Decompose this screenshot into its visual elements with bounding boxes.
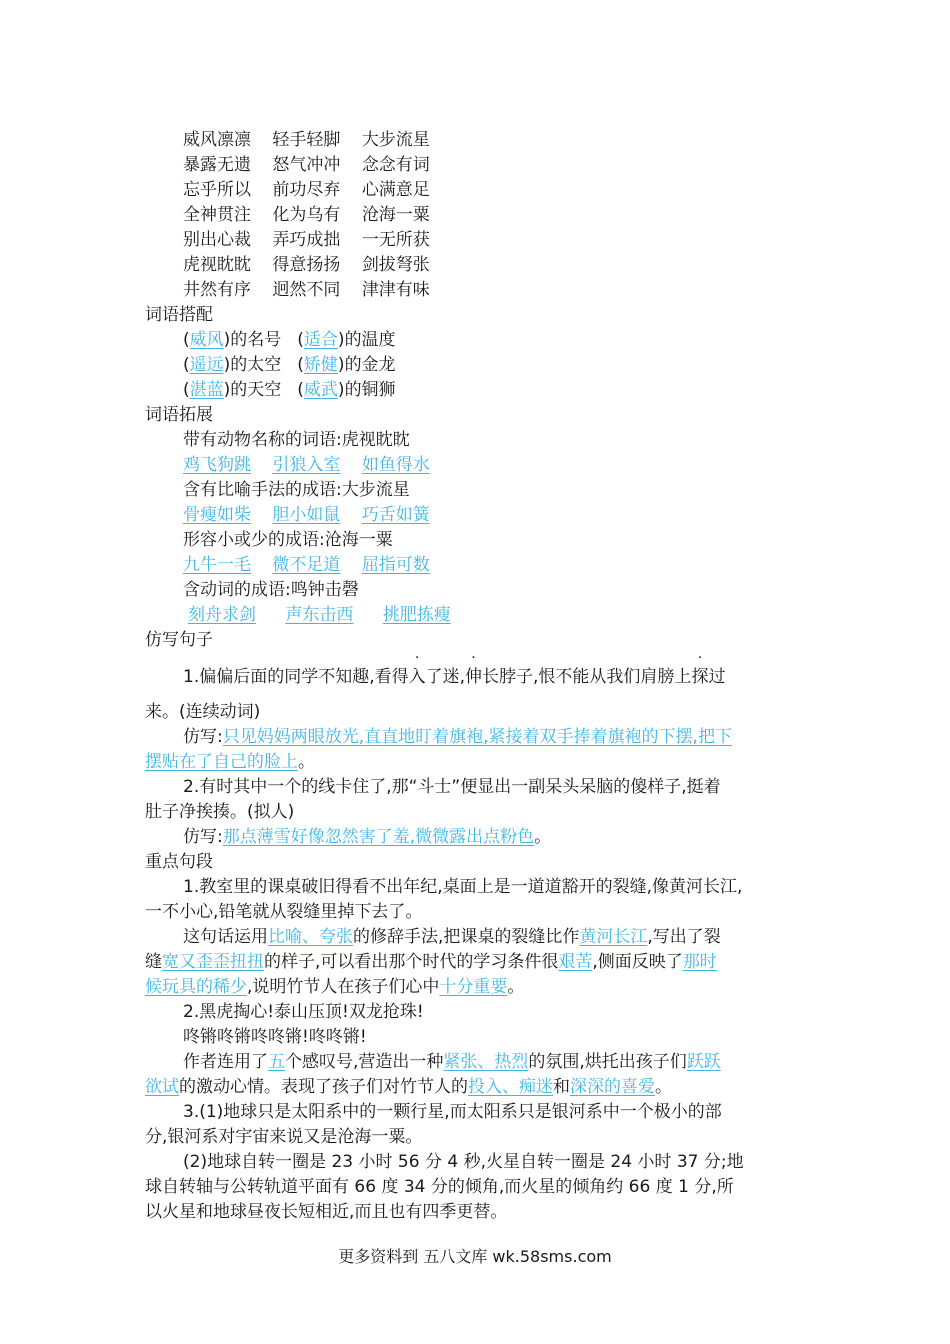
key-para-4-cont2: 以火星和地球昼夜长短相近,而且也有四季更替。 [145, 1202, 508, 1222]
imitate-1-cont [145, 750, 315, 774]
emphasis-text: 伸 [465, 667, 483, 687]
key-para-3: 3.(1)地球只是太阳系中的一颗行星,而太阳系只是银河系中一个极小的部 [183, 1102, 722, 1122]
analysis-text: 和 [553, 1077, 570, 1097]
idiom-row [183, 253, 430, 277]
matching-text: 的金龙 [344, 355, 396, 375]
idiom: 弄巧成拙 [272, 230, 341, 250]
section-heading-imitate: 仿写句子 [145, 630, 213, 650]
idiom: 大步流星 [361, 130, 430, 150]
imitate-label: 仿写: [183, 727, 223, 747]
imitate-label: 仿写: [183, 827, 223, 847]
key-para-4-cont: 球自转轴与公转轨道平面有 66 度 34 分的倾角,而火星的倾角约 66 度 1 分,所 [145, 1177, 734, 1197]
idiom: 威风凛凛 [183, 130, 251, 150]
idiom: 剑拔弩张 [361, 255, 430, 275]
idiom: 前功尽弃 [272, 180, 341, 200]
extend-answers [183, 453, 430, 477]
matching-text: 的天空 [230, 380, 282, 400]
answer: 深深的喜爱 [570, 1077, 655, 1097]
extend-answers [188, 603, 451, 627]
key-para-4: (2)地球自转一圈是 23 小时 56 分 4 秒,火星自转一圈是 24 小时 37 分;地 [183, 1152, 744, 1172]
extend-prompt: 带有动物名称的词语:虎视眈眈 [183, 430, 410, 450]
matching-text: 的温度 [344, 330, 396, 350]
answer: 比喻、夸张 [268, 927, 353, 947]
sentence-text: 1.偏偏后面的同学不知趣,看得 [183, 667, 409, 687]
answer: 声东击西 [285, 605, 354, 625]
answer: 胆小如鼠 [272, 505, 341, 525]
extend-prompt: 含有比喻手法的成语:大步流星 [183, 480, 410, 500]
answer: 投入、痴迷 [468, 1077, 553, 1097]
answer: 鸡飞狗跳 [183, 455, 251, 475]
answer: 湛蓝 [189, 380, 224, 400]
sentence-2: 2.有时其中一个的线卡住了,那“斗士”便显出一副呆头呆脑的傻样子,挺着 [183, 777, 721, 797]
answer: 九牛一毛 [183, 555, 251, 575]
idiom: 虎视眈眈 [183, 255, 251, 275]
emphasis-text: 探 [691, 667, 709, 687]
analysis-text: 个感叹号,营造出一种 [285, 1052, 444, 1072]
analysis-text: 缝 [145, 952, 162, 972]
section-heading-matching: 词语搭配 [145, 305, 213, 325]
answer: 候玩具的稀少 [145, 977, 247, 997]
answer: 那点薄雪好像忽然害了羞,微微露出点粉色 [222, 827, 535, 847]
idiom: 暴露无遗 [183, 155, 251, 175]
emphasis-char: · 入 [408, 650, 426, 687]
answer: 威风 [189, 330, 224, 350]
idiom-row [183, 203, 430, 227]
punct: 。 [534, 827, 552, 847]
imitate-2 [183, 825, 551, 849]
analysis-1 [183, 925, 721, 949]
matching-row: (威风)的名号 (适合)的温度 [183, 330, 396, 350]
answer: 紧张、热烈 [443, 1052, 529, 1072]
matching-row: (遥远)的太空 (矫健)的金龙 [183, 355, 396, 375]
analysis-text: 。 [655, 1077, 672, 1097]
analysis-text: 的氛围,烘托出孩子们 [528, 1052, 687, 1072]
extend-answers [183, 503, 430, 527]
analysis-text: ,侧面反映了 [592, 952, 683, 972]
answer: 微不足道 [272, 555, 341, 575]
key-para-1-cont: 一不小心,铅笔就从裂缝里掉下去了。 [145, 902, 423, 922]
extend-prompt: 含动词的成语:鸣钟击磬 [183, 580, 359, 600]
answer: 挑肥拣瘦 [382, 605, 451, 625]
idiom-row [183, 228, 430, 252]
section-heading-extend: 词语拓展 [145, 405, 213, 425]
idiom: 迥然不同 [272, 280, 341, 300]
analysis-1-cont2 [145, 975, 524, 999]
key-para-1: 1.教室里的课桌破旧得看不出年纪,桌面上是一道道豁开的裂缝,像黄河长江, [183, 877, 743, 897]
answer: 摆贴在了自己的脸上 [145, 752, 298, 772]
emphasis-char: · 伸 [465, 650, 483, 687]
idiom: 化为乌有 [272, 205, 341, 225]
idiom-row [183, 178, 430, 202]
idiom: 得意扬扬 [272, 255, 341, 275]
sentence-text: 长脖子,恨不能从我们肩膀上 [482, 667, 692, 687]
answer: 欲试 [145, 1077, 179, 1097]
emphasis-char: · 探 [691, 650, 709, 687]
key-para-2-cont: 咚锵咚锵咚咚锵!咚咚锵! [183, 1027, 367, 1047]
extend-prompt: 形容小或少的成语:沧海一粟 [183, 530, 393, 550]
analysis-text: 的样子,可以看出那个时代的学习条件很 [264, 952, 559, 972]
answer: 只见妈妈两眼放光,直直地盯着旗袍,紧接着双手捧着旗袍的下摆,把下 [222, 727, 732, 747]
matching-text: 的太空 [230, 355, 282, 375]
section-heading-key: 重点句段 [145, 852, 213, 872]
idiom: 怒气冲冲 [272, 155, 341, 175]
idiom-row [183, 153, 430, 177]
answer: 巧舌如簧 [361, 505, 430, 525]
answer: 那时 [682, 952, 717, 972]
punct: 。 [298, 752, 315, 772]
idiom: 一无所获 [361, 230, 430, 250]
sentence-2-cont: 肚子净挨揍。(拟人) [145, 802, 295, 822]
analysis-text: 作者连用了 [183, 1052, 268, 1072]
answer: 黄河长江 [579, 927, 648, 947]
key-para-2: 2.黑虎掏心!泰山压顶!双龙抢珠! [183, 1002, 424, 1022]
idiom: 沧海一粟 [361, 205, 430, 225]
emphasis-text: 入 [408, 667, 426, 687]
idiom: 别出心裁 [183, 230, 251, 250]
analysis-1-cont [145, 950, 717, 974]
idiom: 忘乎所以 [183, 180, 251, 200]
answer: 屈指可数 [361, 555, 430, 575]
analysis-text: 的修辞手法,把课桌的裂缝比作 [353, 927, 580, 947]
answer: 遥远 [189, 355, 224, 375]
answer: 引狼入室 [272, 455, 341, 475]
analysis-text: 的激动心情。表现了孩子们对竹节人的 [179, 1077, 468, 1097]
answer: 刻舟求剑 [188, 605, 256, 625]
answer: 适合 [303, 330, 338, 350]
extend-answers [183, 553, 430, 577]
answer: 五 [268, 1052, 285, 1072]
analysis-2-cont [145, 1075, 672, 1099]
idiom: 心满意足 [361, 180, 430, 200]
page-footer: 更多资料到 五八文库 wk.58sms.com [338, 1247, 612, 1266]
idiom-row [183, 128, 430, 152]
answer: 骨瘦如柴 [183, 505, 251, 525]
idiom: 井然有序 [183, 280, 251, 300]
answer: 威武 [303, 380, 338, 400]
sentence-1-cont: 来。(连续动词) [145, 702, 261, 722]
matching-text: 的名号 [230, 330, 282, 350]
key-para-3-cont: 分,银河系对宇宙来说又是沧海一粟。 [145, 1127, 423, 1147]
sentence-text: 了迷, [425, 667, 466, 687]
imitate-1 [183, 725, 732, 749]
answer: 如鱼得水 [361, 455, 430, 475]
matching-row: (湛蓝)的天空 (威武)的铜狮 [183, 380, 396, 400]
answer: 宽又歪歪扭扭 [162, 952, 264, 972]
idiom: 念念有词 [361, 155, 430, 175]
analysis-text: ,说明竹节人在孩子们心中 [247, 977, 440, 997]
idiom: 全神贯注 [183, 205, 251, 225]
matching-text: 的铜狮 [344, 380, 396, 400]
idiom-row [183, 278, 430, 302]
idiom: 津津有味 [361, 280, 430, 300]
answer: 艰苦 [558, 952, 593, 972]
answer: 矫健 [303, 355, 338, 375]
analysis-text: 这句话运用 [183, 927, 268, 947]
answer: 跃跃 [686, 1052, 721, 1072]
answer: 十分重要 [439, 977, 508, 997]
sentence-1 [183, 650, 726, 689]
idiom: 轻手轻脚 [272, 130, 341, 150]
analysis-text: ,写出了裂 [647, 927, 721, 947]
analysis-text: 。 [507, 977, 525, 997]
sentence-text: 过 [708, 667, 726, 687]
analysis-2 [183, 1050, 721, 1074]
